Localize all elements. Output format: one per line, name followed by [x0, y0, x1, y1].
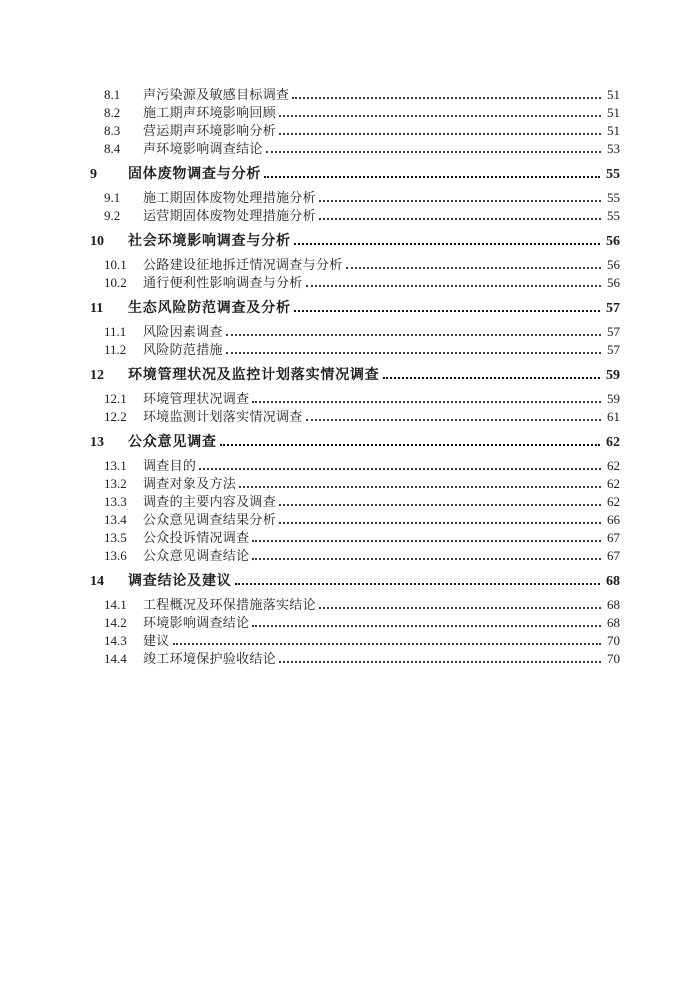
entry-number: 11.1	[104, 324, 127, 339]
entry-page-number: 70	[607, 651, 620, 666]
entry-page-number: 62	[607, 494, 620, 509]
dot-leader	[346, 267, 601, 269]
dot-leader	[306, 419, 601, 421]
toc-sub-entry[interactable]	[90, 632, 620, 650]
entry-title: 社会环境影响调查与分析	[128, 234, 291, 249]
dot-leader	[294, 310, 600, 312]
entry-page-number: 62	[607, 476, 620, 491]
entry-page-number: 57	[607, 342, 620, 357]
toc-sub-entry[interactable]	[90, 86, 620, 104]
entry-page-number: 68	[607, 597, 620, 612]
entry-title: 施工期固体废物处理措施分析	[143, 190, 316, 205]
dot-leader	[279, 115, 601, 117]
entry-page-number: 55	[607, 208, 620, 223]
entry-title: 公众意见调查结果分析	[143, 512, 277, 527]
entry-page-number: 59	[607, 391, 620, 406]
entry-number: 8.3	[104, 123, 121, 138]
toc	[90, 86, 620, 668]
entry-number: 13.1	[104, 458, 127, 473]
entry-number: 13.4	[104, 512, 127, 527]
entry-page-number: 67	[607, 548, 620, 563]
entry-title: 调查的主要内容及调查	[143, 494, 277, 509]
dot-leader	[252, 625, 601, 627]
dot-leader	[199, 468, 601, 470]
dot-leader	[279, 133, 601, 135]
entry-title: 调查目的	[143, 458, 197, 473]
entry-page-number: 68	[607, 615, 620, 630]
toc-chapter-entry[interactable]	[90, 367, 620, 385]
entry-title: 环境监测计划落实情况调查	[143, 409, 303, 424]
toc-chapter-entry[interactable]	[90, 233, 620, 251]
entry-number: 8.2	[104, 105, 121, 120]
entry-page-number: 59	[606, 368, 620, 383]
entry-number: 13.6	[104, 548, 127, 563]
toc-sub-entry[interactable]	[90, 493, 620, 511]
toc-sub-entry[interactable]	[90, 457, 620, 475]
entry-page-number: 51	[607, 87, 620, 102]
entry-title: 固体废物调查与分析	[128, 167, 262, 182]
entry-number: 14.4	[104, 651, 127, 666]
dot-leader	[264, 176, 600, 178]
entry-number: 13.3	[104, 494, 127, 509]
entry-page-number: 56	[607, 257, 620, 272]
entry-page-number: 55	[607, 190, 620, 205]
entry-page-number: 56	[607, 275, 620, 290]
dot-leader	[220, 444, 600, 446]
entry-number: 12.1	[104, 391, 127, 406]
entry-page-number: 51	[607, 105, 620, 120]
entry-title: 通行便利性影响调查与分析	[143, 275, 303, 290]
toc-sub-entry[interactable]	[90, 341, 620, 359]
toc-sub-entry[interactable]	[90, 596, 620, 614]
entry-number: 11	[90, 301, 104, 316]
entry-number: 14.3	[104, 633, 127, 648]
entry-number: 9	[90, 167, 97, 182]
entry-title: 施工期声环境影响回顾	[143, 105, 277, 120]
entry-title: 调查结论及建议	[128, 574, 232, 589]
toc-sub-entry[interactable]	[90, 256, 620, 274]
entry-number: 14	[90, 574, 104, 589]
toc-sub-entry[interactable]	[90, 614, 620, 632]
entry-page-number: 55	[606, 167, 620, 182]
entry-title: 公路建设征地拆迁情况调查与分析	[143, 257, 343, 272]
entry-number: 13	[90, 435, 104, 450]
entry-number: 10.2	[104, 275, 127, 290]
dot-leader	[252, 401, 601, 403]
dot-leader	[252, 540, 601, 542]
dot-leader	[306, 285, 601, 287]
entry-title: 建议	[143, 633, 170, 648]
entry-number: 8.4	[104, 141, 121, 156]
entry-number: 14.1	[104, 597, 127, 612]
dot-leader	[173, 643, 601, 645]
entry-page-number: 57	[606, 301, 620, 316]
entry-page-number: 66	[607, 512, 620, 527]
toc-sub-entry[interactable]	[90, 511, 620, 529]
entry-title: 环境影响调查结论	[143, 615, 250, 630]
entry-number: 12	[90, 368, 104, 383]
dot-leader	[279, 522, 601, 524]
entry-page-number: 56	[606, 234, 620, 249]
entry-number: 8.1	[104, 87, 121, 102]
toc-chapter-entry[interactable]	[90, 573, 620, 591]
toc-chapter-entry[interactable]	[90, 300, 620, 318]
toc-sub-entry[interactable]	[90, 104, 620, 122]
dot-leader	[252, 558, 601, 560]
entry-number: 10	[90, 234, 104, 249]
entry-number: 9.2	[104, 208, 121, 223]
entry-title: 公众投诉情况调查	[143, 530, 250, 545]
toc-sub-entry[interactable]	[90, 408, 620, 426]
dot-leader	[292, 97, 601, 99]
entry-title: 竣工环境保护验收结论	[143, 651, 277, 666]
entry-page-number: 70	[607, 633, 620, 648]
entry-title: 声污染源及敏感目标调查	[143, 87, 290, 102]
entry-page-number: 57	[607, 324, 620, 339]
entry-title: 运营期固体废物处理措施分析	[143, 208, 316, 223]
entry-number: 12.2	[104, 409, 127, 424]
dot-leader	[279, 504, 601, 506]
toc-sub-entry[interactable]	[90, 547, 620, 565]
entry-page-number: 61	[607, 409, 620, 424]
toc-sub-entry[interactable]	[90, 475, 620, 493]
dot-leader	[319, 218, 601, 220]
entry-title: 环境管理状况调查	[143, 391, 250, 406]
entry-title: 环境管理状况及监控计划落实情况调查	[128, 368, 380, 383]
entry-number: 11.2	[104, 342, 127, 357]
dot-leader	[383, 377, 600, 379]
toc-sub-entry[interactable]	[90, 207, 620, 225]
dot-leader	[226, 352, 601, 354]
dot-leader	[235, 583, 600, 585]
entry-page-number: 67	[607, 530, 620, 545]
entry-title: 公众意见调查	[128, 435, 217, 450]
toc-chapter-entry[interactable]	[90, 166, 620, 184]
entry-page-number: 62	[606, 435, 620, 450]
dot-leader	[319, 200, 601, 202]
entry-number: 10.1	[104, 257, 127, 272]
entry-page-number: 53	[607, 141, 620, 156]
toc-sub-entry[interactable]	[90, 650, 620, 668]
entry-title: 生态风险防范调查及分析	[128, 301, 291, 316]
dot-leader	[226, 334, 601, 336]
dot-leader	[294, 243, 600, 245]
toc-sub-entry[interactable]	[90, 189, 620, 207]
entry-number: 9.1	[104, 190, 121, 205]
dot-leader	[266, 151, 601, 153]
dot-leader	[279, 661, 601, 663]
entry-title: 公众意见调查结论	[143, 548, 250, 563]
dot-leader	[319, 607, 601, 609]
entry-title: 风险因素调查	[143, 324, 223, 339]
entry-page-number: 51	[607, 123, 620, 138]
entry-page-number: 68	[606, 574, 620, 589]
entry-number: 14.2	[104, 615, 127, 630]
toc-sub-entry[interactable]	[90, 140, 620, 158]
entry-title: 营运期声环境影响分析	[143, 123, 277, 138]
entry-page-number: 62	[607, 458, 620, 473]
entry-number: 13.2	[104, 476, 127, 491]
entry-title: 风险防范措施	[143, 342, 223, 357]
toc-sub-entry[interactable]	[90, 122, 620, 140]
toc-chapter-entry[interactable]	[90, 434, 620, 452]
toc-sub-entry[interactable]	[90, 390, 620, 408]
toc-sub-entry[interactable]	[90, 274, 620, 292]
entry-title: 工程概况及环保措施落实结论	[143, 597, 316, 612]
toc-sub-entry[interactable]	[90, 323, 620, 341]
toc-sub-entry[interactable]	[90, 529, 620, 547]
entry-number: 13.5	[104, 530, 127, 545]
dot-leader	[239, 486, 601, 488]
entry-title: 调查对象及方法	[143, 476, 237, 491]
entry-title: 声环境影响调查结论	[143, 141, 263, 156]
